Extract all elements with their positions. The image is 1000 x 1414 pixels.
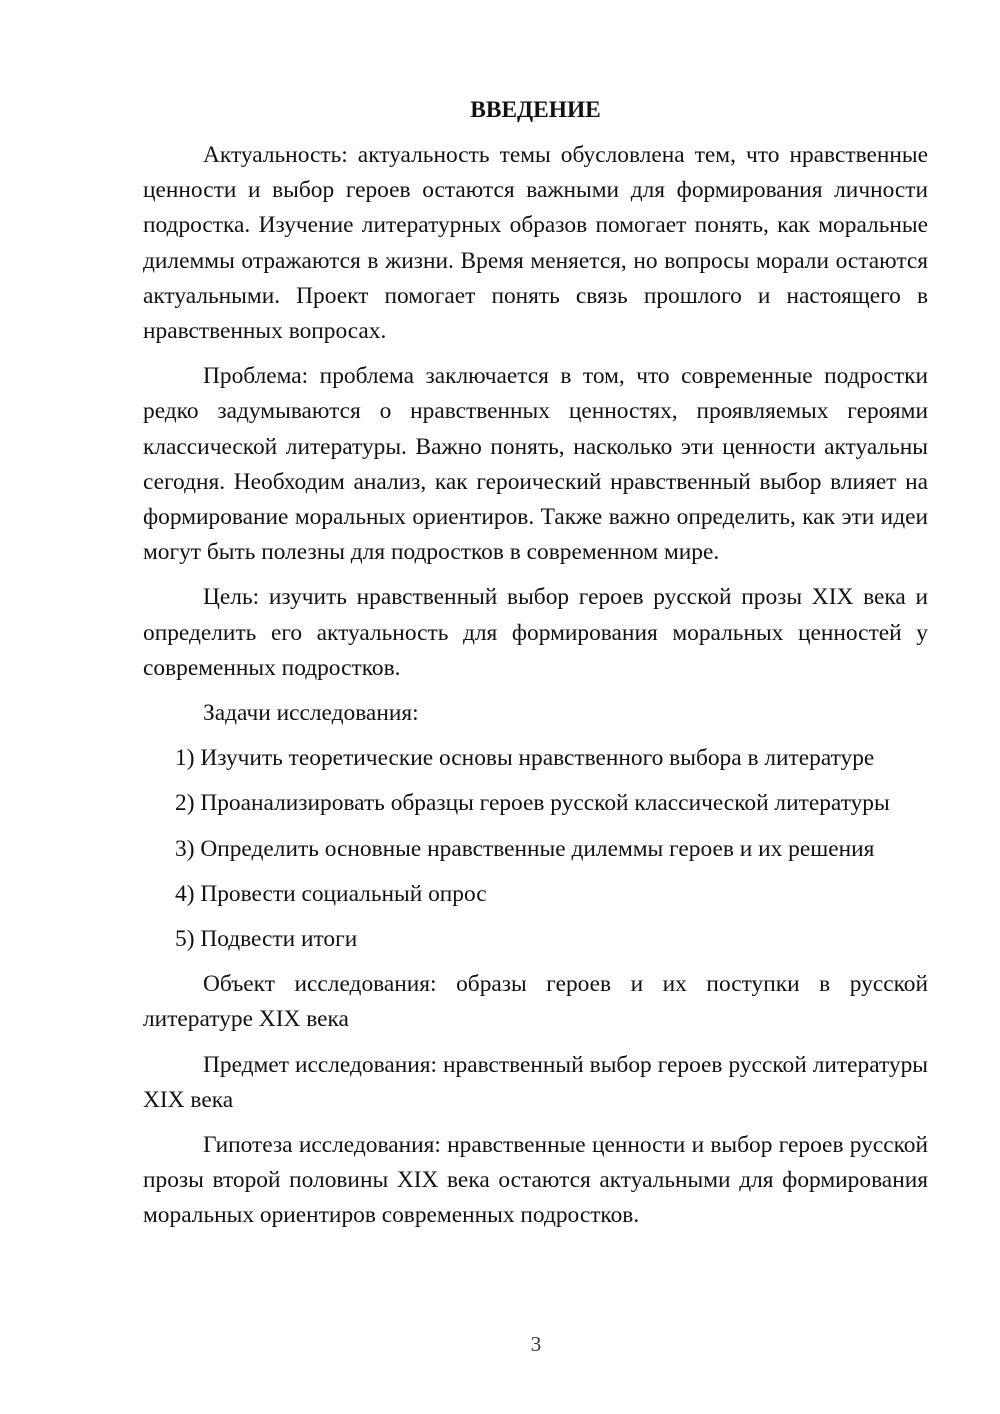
list-item: 1) Изучить теоретические основы нравственного выбора в литературе — [175, 745, 875, 772]
goal-paragraph: Цель: изучить нравственный выбор героев русской прозы XIX века и определить его актуальность для формирования моральных ценностей у современных подростков. — [143, 584, 928, 681]
hypothesis-paragraph: Гипотеза исследования: нравственные ценности и выбор героев русской прозы второй половины XIX века остаются актуальными для формирования моральных ориентиров современных подростков. — [143, 1132, 928, 1229]
list-item: 5) Подвести итоги — [175, 926, 358, 953]
object-paragraph: Объект исследования: образы героев и их поступки в русской литературе XIX века — [143, 971, 928, 1033]
list-item: 2) Проанализировать образцы героев русской классической литературы — [175, 790, 890, 817]
relevance-paragraph: Актуальность: актуальность темы обусловлена тем, что нравственные ценности и выбор героев остаются важными для формирования личности подростка. Изучение литературных образов помогает понять, как моральные дилеммы отражаются в жизни. Время меняется, но вопросы морали остаются актуальными. Проект помогает понять связь прошлого и настоящего в нравственных вопросах. — [143, 142, 928, 345]
page-number: 3 — [530, 1332, 542, 1356]
list-item: 4) Провести социальный опрос — [175, 880, 487, 907]
tasks-heading: Задачи исследования: — [203, 700, 419, 727]
document-page — [143, 92, 928, 1244]
list-item: 3) Определить основные нравственные дилеммы героев и их решения — [175, 835, 875, 862]
problem-paragraph: Проблема: проблема заключается в том, что современные подростки редко задумываются о нравственных ценностях, проявляемых героями классической литературы. Важно понять, насколько эти ценности актуальны сегодня. Необходим анализ, как героический нравственный выбор влияет на формирование моральных ориентиров. Также важно определить, как эти идеи могут быть полезны для подростков в современном мире. — [143, 363, 928, 566]
page-title: ВВЕДЕНИЕ — [470, 97, 601, 123]
tasks-list — [143, 741, 928, 957]
subject-paragraph: Предмет исследования: нравственный выбор героев русской литературы XIX века — [143, 1051, 928, 1113]
